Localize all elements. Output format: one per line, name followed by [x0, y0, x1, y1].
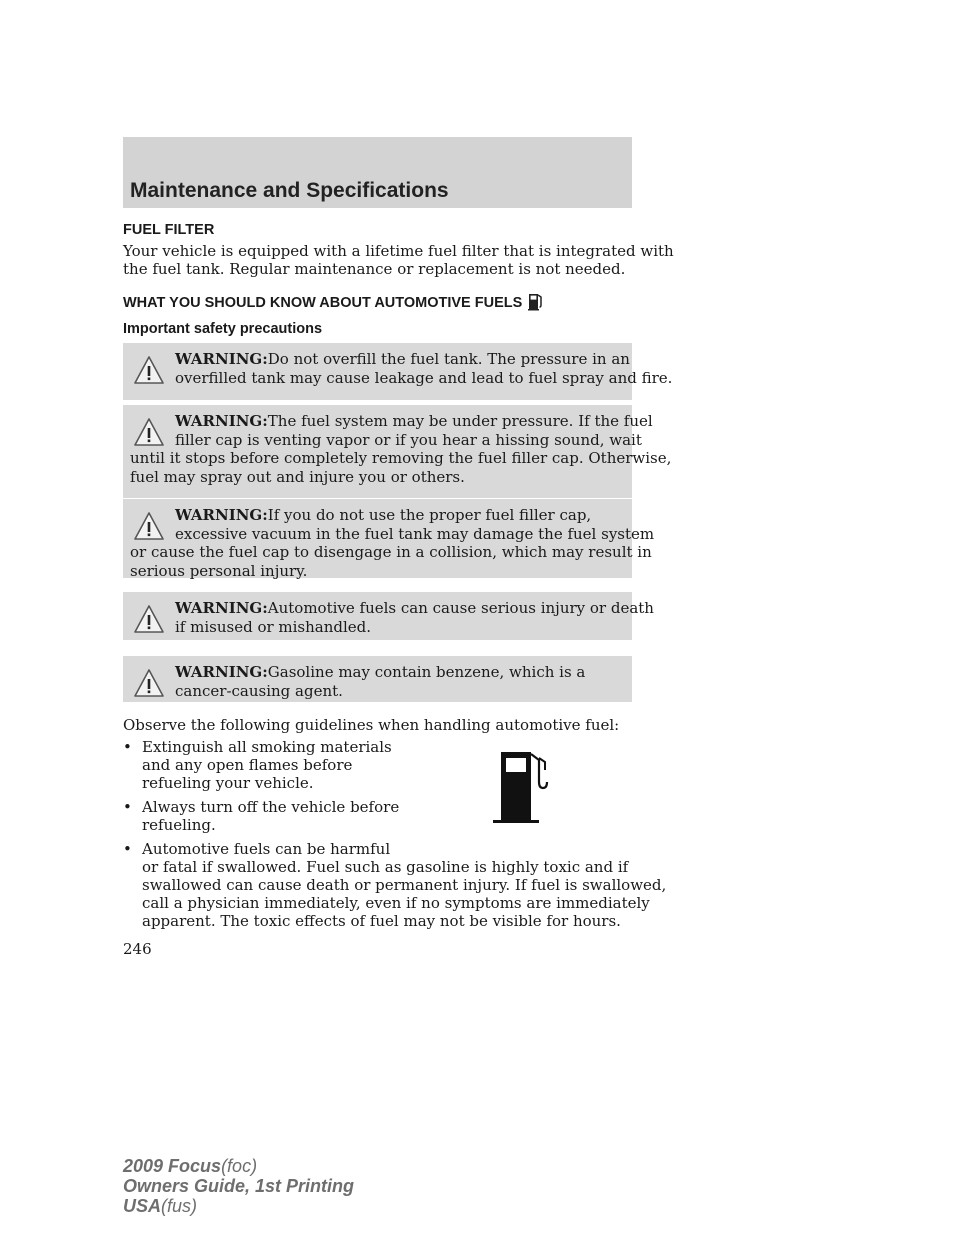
warning-line: until it stops before completely removing the fuel filler cap. Otherwise, — [130, 449, 672, 468]
warning-text — [130, 412, 672, 486]
warning-text — [130, 350, 673, 387]
guidelines-intro: Observe the following guidelines when handling automotive fuel: — [123, 716, 620, 734]
bullet-line: swallowed can cause death or permanent injury. If fuel is swallowed, — [142, 876, 667, 894]
warning-line: overfilled tank may cause leakage and lead to fuel spray and fire. — [175, 368, 673, 387]
warning-text — [130, 506, 655, 580]
footer-line-model — [123, 1156, 354, 1176]
warning-box — [123, 656, 632, 702]
bullet-line: refueling your vehicle. — [142, 774, 314, 792]
warning-label: WARNING: — [175, 350, 268, 368]
warning-first-line: Automotive fuels can cause serious injury or death — [267, 599, 654, 617]
bullet-line: Extinguish all smoking materials — [142, 738, 392, 756]
footer-model-code: (foc) — [221, 1156, 258, 1176]
text-line: the fuel tank. Regular maintenance or replacement is not needed. — [123, 260, 626, 278]
text-line: Your vehicle is equipped with a lifetime fuel filter that is integrated with — [123, 242, 674, 260]
fuel-filter-heading: FUEL FILTER — [123, 222, 215, 238]
warning-first-line: Gasoline may contain benzene, which is a — [267, 663, 586, 681]
page-section-title: Maintenance and Specifications — [130, 179, 449, 202]
bullet-line: or fatal if swallowed. Fuel such as gasoline is highly toxic and if — [142, 858, 629, 876]
warning-label: WARNING: — [175, 599, 268, 617]
warning-label: WARNING: — [175, 663, 268, 681]
warning-box — [123, 499, 655, 580]
footer-line-region — [123, 1196, 354, 1216]
warning-first-line: Do not overfill the fuel tank. The pressure in an — [267, 350, 630, 368]
footer-guide: Owners Guide, 1st Printing — [123, 1176, 355, 1196]
warning-text — [130, 663, 630, 700]
warning-label: WARNING: — [175, 412, 268, 430]
safety-precautions-subheading: Important safety precautions — [123, 321, 323, 337]
list-item — [123, 738, 643, 792]
warning-line: filler cap is venting vapor or if you hear a hissing sound, wait — [175, 430, 642, 449]
warning-first-line: The fuel system may be under pressure. If the fuel — [267, 412, 653, 430]
page-number: 246 — [123, 940, 152, 958]
fuel-pump-small-icon — [528, 291, 544, 311]
warning-label: WARNING: — [175, 506, 268, 524]
bullet-line: refueling. — [142, 816, 216, 834]
bullet-line: call a physician immediately, even if no symptoms are immediately — [142, 894, 650, 912]
warning-box — [123, 592, 654, 640]
warning-box — [123, 343, 673, 400]
bullet-line: and any open flames before — [142, 756, 353, 774]
warning-text — [130, 599, 654, 636]
warning-line: excessive vacuum in the fuel tank may damage the fuel system — [175, 524, 655, 543]
footer-printing-info — [123, 1156, 354, 1216]
warning-line: cancer-causing agent. — [175, 681, 343, 700]
warning-first-line: If you do not use the proper fuel filler cap, — [267, 506, 592, 524]
guidelines-list — [123, 738, 667, 936]
warning-line: fuel may spray out and injure you or others. — [130, 467, 465, 486]
bullet-line: Always turn off the vehicle before — [142, 798, 400, 816]
footer-region: USA — [123, 1196, 162, 1216]
bullet-line: apparent. The toxic effects of fuel may not be visible for hours. — [142, 912, 621, 930]
footer-region-code: (fus) — [161, 1196, 198, 1216]
warning-line: or cause the fuel cap to disengage in a collision, which may result in — [130, 543, 652, 562]
warning-line: if misused or mishandled. — [175, 617, 372, 636]
list-item — [123, 798, 643, 834]
fuel-filter-paragraph — [123, 242, 674, 278]
bullet-line: Automotive fuels can be harmful — [142, 840, 391, 858]
bullet-dot: • — [123, 738, 132, 756]
list-item — [123, 840, 667, 930]
warning-line: serious personal injury. — [130, 561, 308, 580]
bullet-dot: • — [123, 840, 132, 858]
bullet-dot: • — [123, 798, 132, 816]
heading-text: WHAT YOU SHOULD KNOW ABOUT AUTOMOTIVE FUELS — [123, 295, 523, 311]
automotive-fuels-heading — [123, 291, 544, 311]
fuel-pump-icon — [493, 748, 549, 826]
warning-box — [123, 405, 672, 498]
footer-model: 2009 Focus — [123, 1156, 222, 1176]
